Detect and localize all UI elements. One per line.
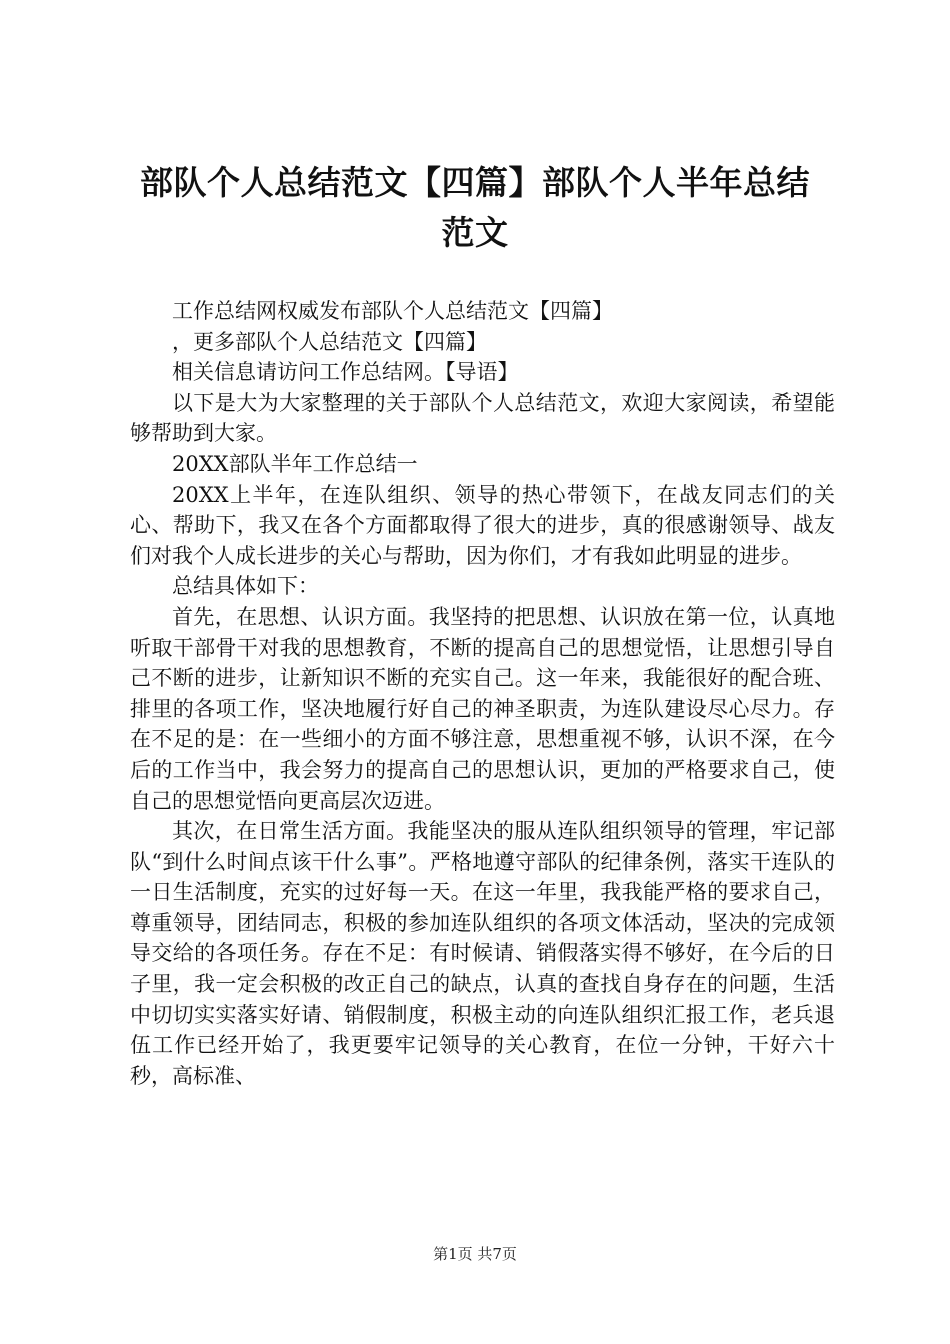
paragraph-thought: 首先，在思想、认识方面。我坚持的把思想、认识放在第一位，认真地听取干部骨干对我的思想教育，不断的提高自己的思想觉悟，让思想引导自己不断的进步，让新知识不断的充实自己。这一年来，我能很好的配合班、排里的各项工作，坚决地履行好自己的神圣职责，为连队建设尽心尽力。存在不足的是：在一些细小的方面不够注意，思想重视不够，认识不深，在今后的工作当中，我会努力的提高自己的思想认识，更加的严格要求自己，使自己的思想觉悟向更高层次迈进。 — [130, 604, 835, 813]
section-heading: 20XX部队半年工作总结一 — [172, 451, 418, 476]
document-title — [120, 158, 830, 258]
paragraph-summary-label: 总结具体如下： — [172, 574, 319, 599]
document-body — [130, 296, 835, 1091]
paragraph-intro-3: 相关信息请访问工作总结网。【导语】 — [172, 360, 519, 385]
title-line-1: 部队个人总结范文【四篇】部队个人半年总结 — [140, 163, 810, 202]
paragraph-intro-1: 工作总结网权威发布部队个人总结范文【四篇】 — [172, 299, 613, 323]
paragraph-lead: 以下是大为大家整理的关于部队个人总结范文，欢迎大家阅读，希望能够帮助到大家。 — [130, 390, 835, 446]
page-footer: 第1页 共7页 — [433, 1245, 517, 1263]
paragraph-intro-2: ，更多部队个人总结范文【四篇】 — [172, 329, 487, 354]
title-line-2: 范文 — [441, 213, 509, 252]
paragraph-overview: 20XX上半年，在连队组织、领导的热心带领下，在战友同志们的关心、帮助下，我又在各个方面都取得了很大的进步，真的很感谢领导、战友们对我个人成长进步的关心与帮助，因为你们，才有我如此明显的进步。 — [130, 482, 835, 568]
paragraph-daily-life: 其次，在日常生活方面。我能坚决的服从连队组织领导的管理，牢记部队“到什么时间点该干什么事”。严格地遵守部队的纪律条例，落实干连队的一日生活制度，充实的过好每一天。在这一年里，我我能严格的要求自己，尊重领导，团结同志，积极的参加连队组织的各项文体活动，坚决的完成领导交给的各项任务。存在不足：有时候请、销假落实得不够好，在今后的日子里，我一定会积极的改正自己的缺点，认真的查找自身存在的问题，生活中切切实实落实好请、销假制度，积极主动的向连队组织汇报工作，老兵退伍工作已经开始了，我更要牢记领导的关心教育，在位一分钟，干好六十秒，高标准、 — [130, 819, 835, 1088]
